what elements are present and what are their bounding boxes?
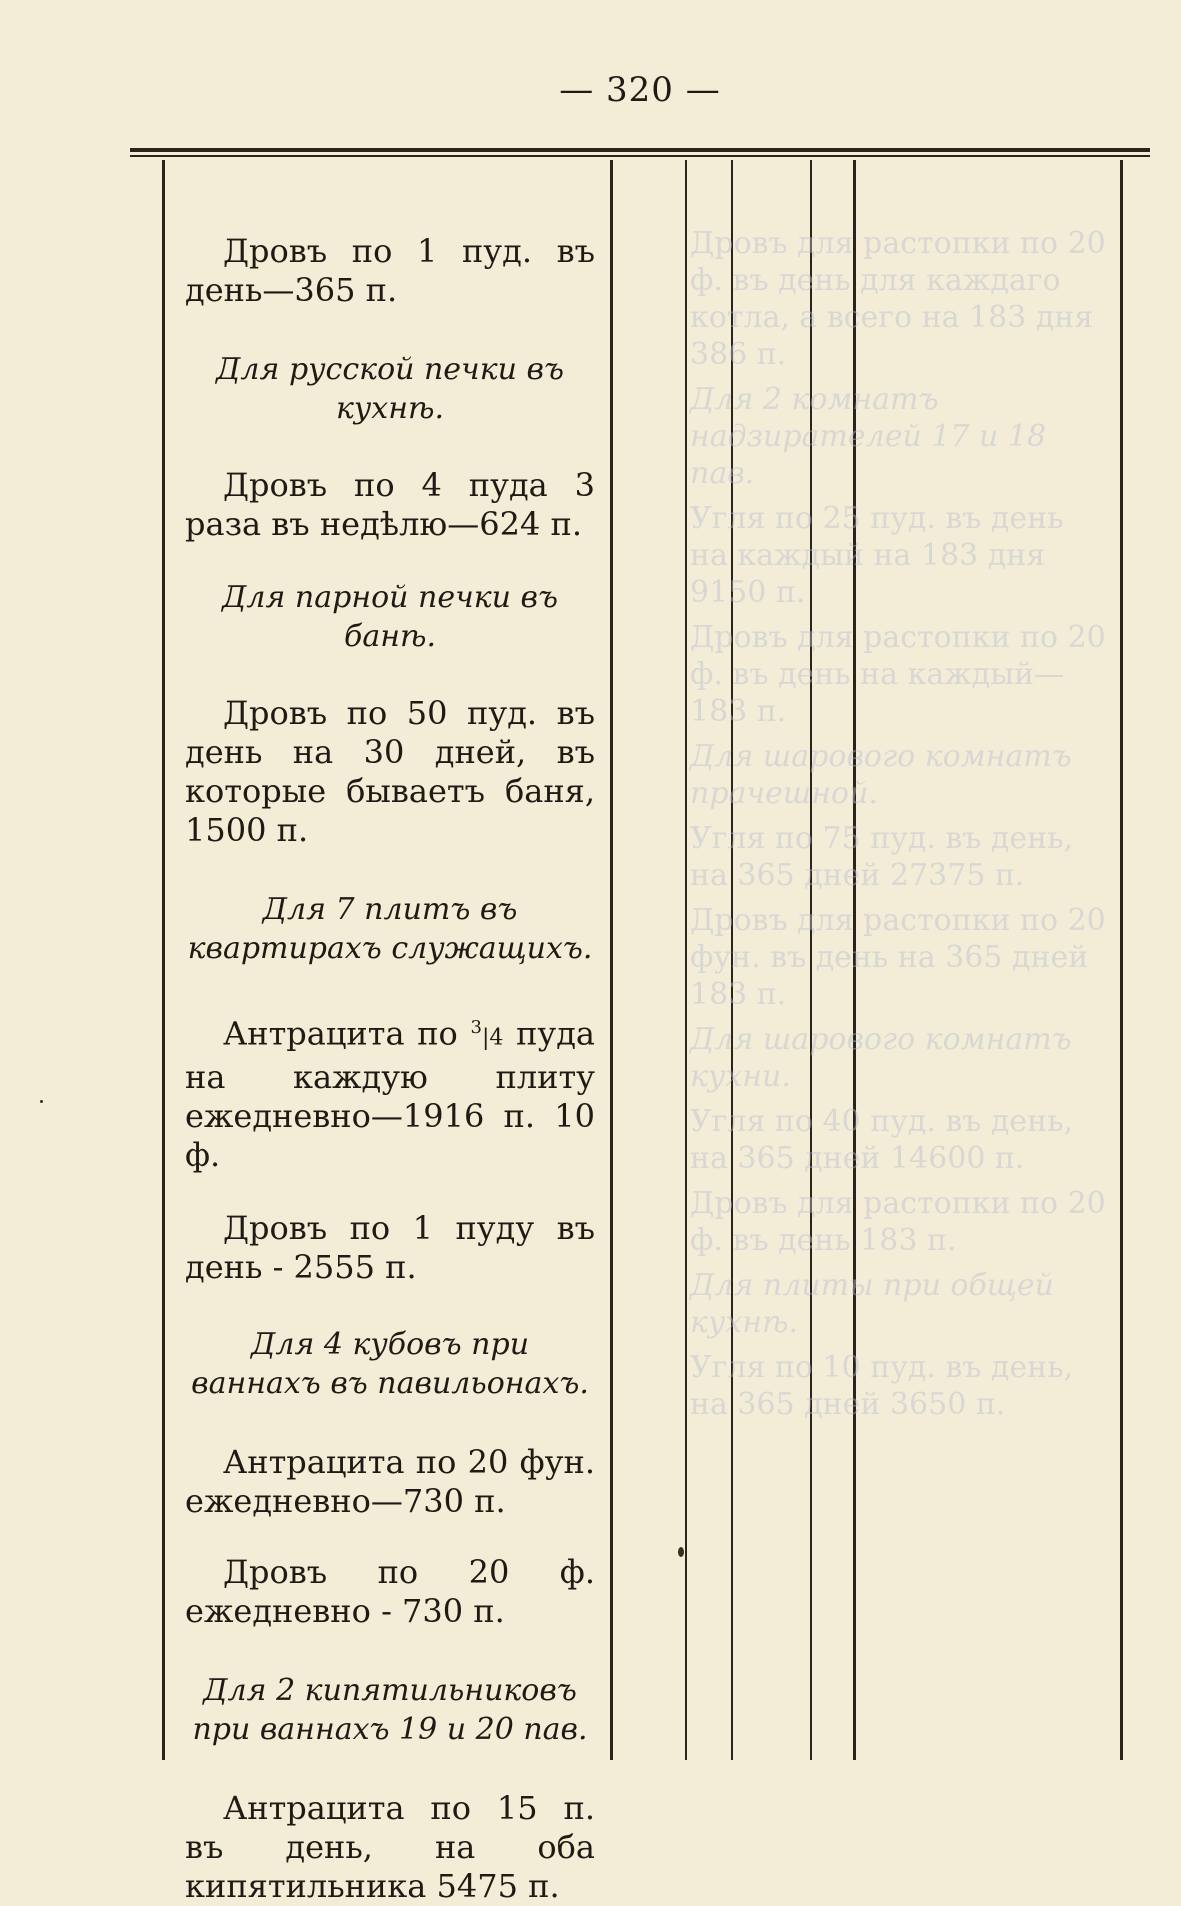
show-through-line: Угля по 25 пуд. въ день на каждый на 183 дня 9150 п. xyxy=(690,501,1064,610)
show-through-line: Для шарового комнатъ кухни. xyxy=(690,1022,1072,1094)
column-rule-right xyxy=(1120,160,1123,1760)
show-through-line: Дровъ для растопки по 20 фун. въ день на 365 дней 183 п. xyxy=(690,903,1106,1012)
section-heading: Для 4 кубовъ при ваннахъ въ павильонахъ. xyxy=(191,1326,589,1401)
ink-spot xyxy=(678,1547,684,1557)
section-heading: Для 7 плитъ въ квартирахъ служащихъ. xyxy=(187,892,593,966)
section-heading: Для парной печки въ банѣ. xyxy=(222,580,558,654)
column-rule xyxy=(685,160,687,1760)
page-number: — 320 — xyxy=(559,70,721,110)
fuel-entry: Антрацита по 15 п. въ день, на оба кипятильника 5475 п. xyxy=(185,1788,595,1905)
fuel-entry: Дровъ по 50 пуд. въ день на 30 дней, въ которые бываетъ баня, 1500 п. xyxy=(185,694,595,849)
header-rule-thick xyxy=(130,148,1150,152)
fraction-numerator: 3 xyxy=(470,1017,482,1038)
show-through-line: Для шарового комнатъ прачешной. xyxy=(690,739,1072,811)
fuel-entry: Дровъ по 4 пуда 3 раза въ недѣлю—624 п. xyxy=(185,466,595,543)
section-heading: Для русской печки въ кухнѣ. xyxy=(216,352,564,426)
show-through-line: Угля по 75 пуд. въ день, на 365 дней 27375 п. xyxy=(690,821,1074,893)
column-rule xyxy=(853,160,856,1760)
fuel-entry: Дровъ по 1 пуду въ день - 2555 п. xyxy=(185,1208,595,1286)
section-heading: Для 2 кипятильниковъ при ваннахъ 19 и 20 пав. xyxy=(192,1672,588,1747)
column-rule-left xyxy=(162,160,165,1760)
entry-text: пуда на каждую плиту ежедневно—1916 п. 10 ф. xyxy=(185,1014,596,1174)
show-through-line: Угля по 40 пуд. въ день, на 365 дней 14600 п. xyxy=(690,1104,1074,1176)
show-through-line: Дровъ для растопки по 20 ф. въ день для каждаго котла, а всего на 183 дня 386 п. xyxy=(690,226,1106,372)
column-rule xyxy=(731,160,733,1760)
show-through-line: Дровъ для растопки по 20 ф. въ день на каждый—183 п. xyxy=(690,620,1106,729)
show-through-line: Для плиты при общей кухнѣ. xyxy=(690,1268,1054,1340)
description-column xyxy=(185,232,595,1906)
entry-text: Антрацита по xyxy=(223,1014,471,1053)
ink-spot xyxy=(40,1100,43,1103)
header-rule-thin xyxy=(130,155,1150,157)
fuel-entry xyxy=(185,1008,595,1175)
fuel-entry: Дровъ по 1 пуд. въ день—365 п. xyxy=(185,232,595,309)
show-through-line: Для 2 комнатъ надзирателей 17 и 18 пав. xyxy=(690,382,1047,491)
fraction-denominator: |4 xyxy=(481,1025,504,1051)
show-through-line: Угля по 10 пуд. въ день, на 365 дней 3650 п. xyxy=(690,1350,1074,1422)
column-rule xyxy=(810,160,812,1760)
show-through-line: Дровъ для растопки по 20 ф. въ день 183 п. xyxy=(690,1186,1106,1258)
column-rule xyxy=(610,160,613,1760)
fuel-entry: Антрацита по 20 фун. ежедневно—730 п. xyxy=(185,1442,595,1520)
show-through-text xyxy=(690,225,1110,1431)
fuel-entry: Дровъ по 20 ф. ежедневно - 730 п. xyxy=(185,1552,595,1630)
